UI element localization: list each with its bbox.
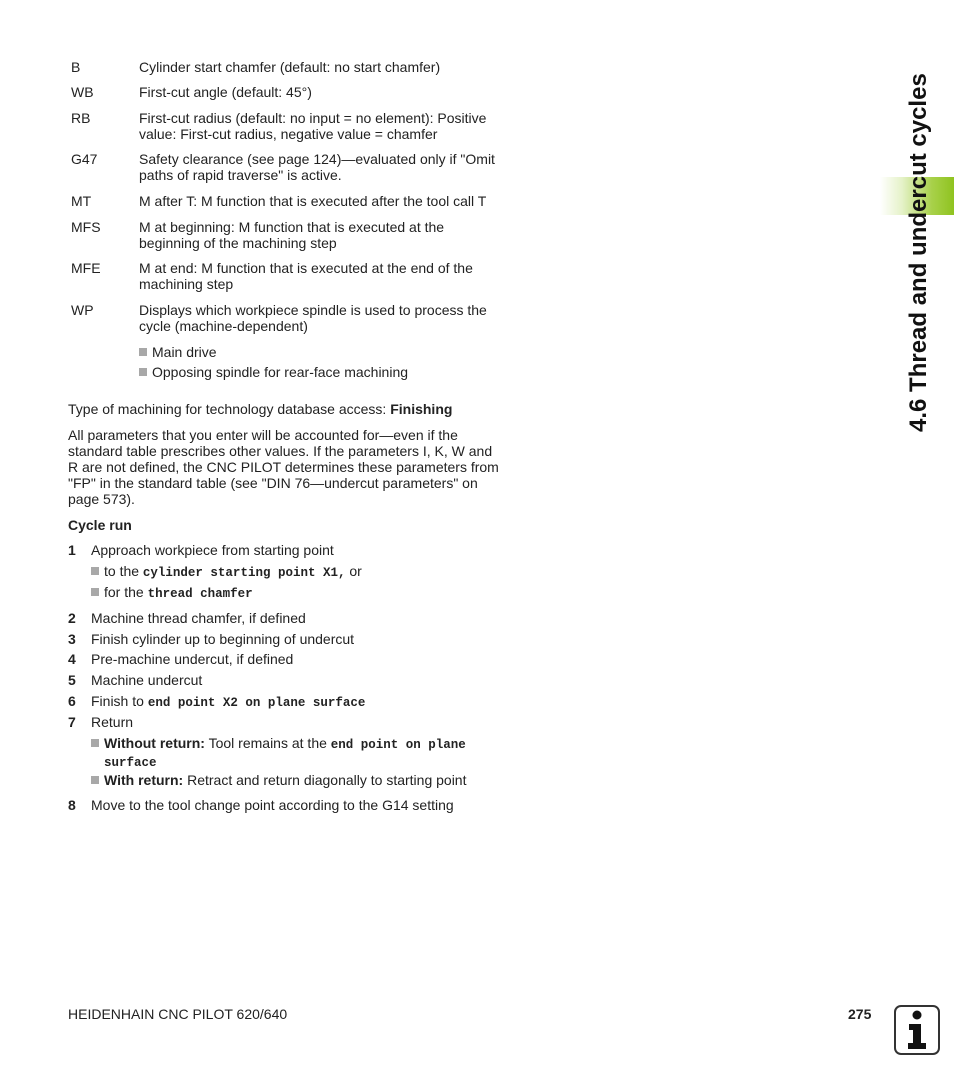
- param-desc: First-cut angle (default: 45°): [139, 84, 312, 100]
- param-name: MFS: [71, 219, 101, 235]
- step-text: Machine thread chamfer, if defined: [91, 610, 306, 626]
- square-bullet-icon: [91, 776, 99, 784]
- param-name: WB: [71, 84, 94, 100]
- step-text: Finish to end point X2 on plane surface: [91, 693, 366, 710]
- param-desc: M at beginning: M function that is executed at the beginning of the machining step: [139, 219, 445, 251]
- step-number: 3: [68, 631, 76, 647]
- footer-text: HEIDENHAIN CNC PILOT 620/640: [68, 1006, 288, 1022]
- machining-type-line: Type of machining for technology database access: Finishing: [68, 401, 453, 417]
- info-icon: [894, 1005, 940, 1055]
- step-text: Machine undercut: [91, 672, 203, 688]
- param-desc: Safety clearance (see page 124)—evaluated only if "Omit paths of rapid traverse" is active.: [139, 151, 495, 183]
- chapter-side-title: 4.6 Thread and undercut cycles: [905, 73, 932, 432]
- square-bullet-icon: [91, 567, 99, 575]
- step-number: 2: [68, 610, 76, 626]
- step-number: 5: [68, 672, 76, 688]
- list-item: for the thread chamfer: [91, 584, 253, 601]
- param-name: MFE: [71, 260, 101, 276]
- step-number: 1: [68, 542, 76, 558]
- param-desc: Cylinder start chamfer (default: no start chamfer): [139, 59, 441, 75]
- step-number: 8: [68, 797, 76, 813]
- list-item: Without return: Tool remains at the end point on plane surface: [91, 735, 466, 771]
- param-desc: Displays which workpiece spindle is used to process the cycle (machine-dependent): [139, 302, 487, 334]
- info-glyph: [902, 1009, 932, 1051]
- list-item: Main drive: [139, 344, 217, 360]
- param-name: RB: [71, 110, 91, 126]
- step-number: 6: [68, 693, 76, 709]
- param-desc: M after T: M function that is executed after the tool call T: [139, 193, 487, 209]
- square-bullet-icon: [91, 588, 99, 596]
- step-text: Approach workpiece from starting point: [91, 542, 334, 558]
- square-bullet-icon: [139, 368, 147, 376]
- square-bullet-icon: [91, 739, 99, 747]
- body-paragraph: All parameters that you enter will be accounted for—even if the standard table prescribes other values. If the parameters I, K, W and R are not defined, the CNC PILOT determines these parameters from "FP" in the standard table (see "DIN 76—undercut parameters" on page 573).: [68, 427, 499, 507]
- step-number: 4: [68, 651, 76, 667]
- step-number: 7: [68, 714, 76, 730]
- step-text: Pre-machine undercut, if defined: [91, 651, 294, 667]
- list-item: Opposing spindle for rear-face machining: [139, 364, 408, 380]
- list-item: to the cylinder starting point X1, or: [91, 563, 362, 580]
- square-bullet-icon: [139, 348, 147, 356]
- param-desc: M at end: M function that is executed at the end of the machining step: [139, 260, 473, 292]
- step-text: Return: [91, 714, 134, 730]
- section-heading: Cycle run: [68, 517, 132, 533]
- page-number: 275: [848, 1006, 872, 1022]
- step-text: Finish cylinder up to beginning of undercut: [91, 631, 355, 647]
- list-item: With return: Retract and return diagonally to starting point: [91, 772, 466, 788]
- param-name: MT: [71, 193, 92, 209]
- param-name: G47: [71, 151, 98, 167]
- param-desc: First-cut radius (default: no input = no element): Positive value: First-cut radius, negative value = chamfer: [139, 110, 487, 142]
- step-text: Move to the tool change point according to the G14 setting: [91, 797, 454, 813]
- param-name: B: [71, 59, 81, 75]
- param-name: WP: [71, 302, 94, 318]
